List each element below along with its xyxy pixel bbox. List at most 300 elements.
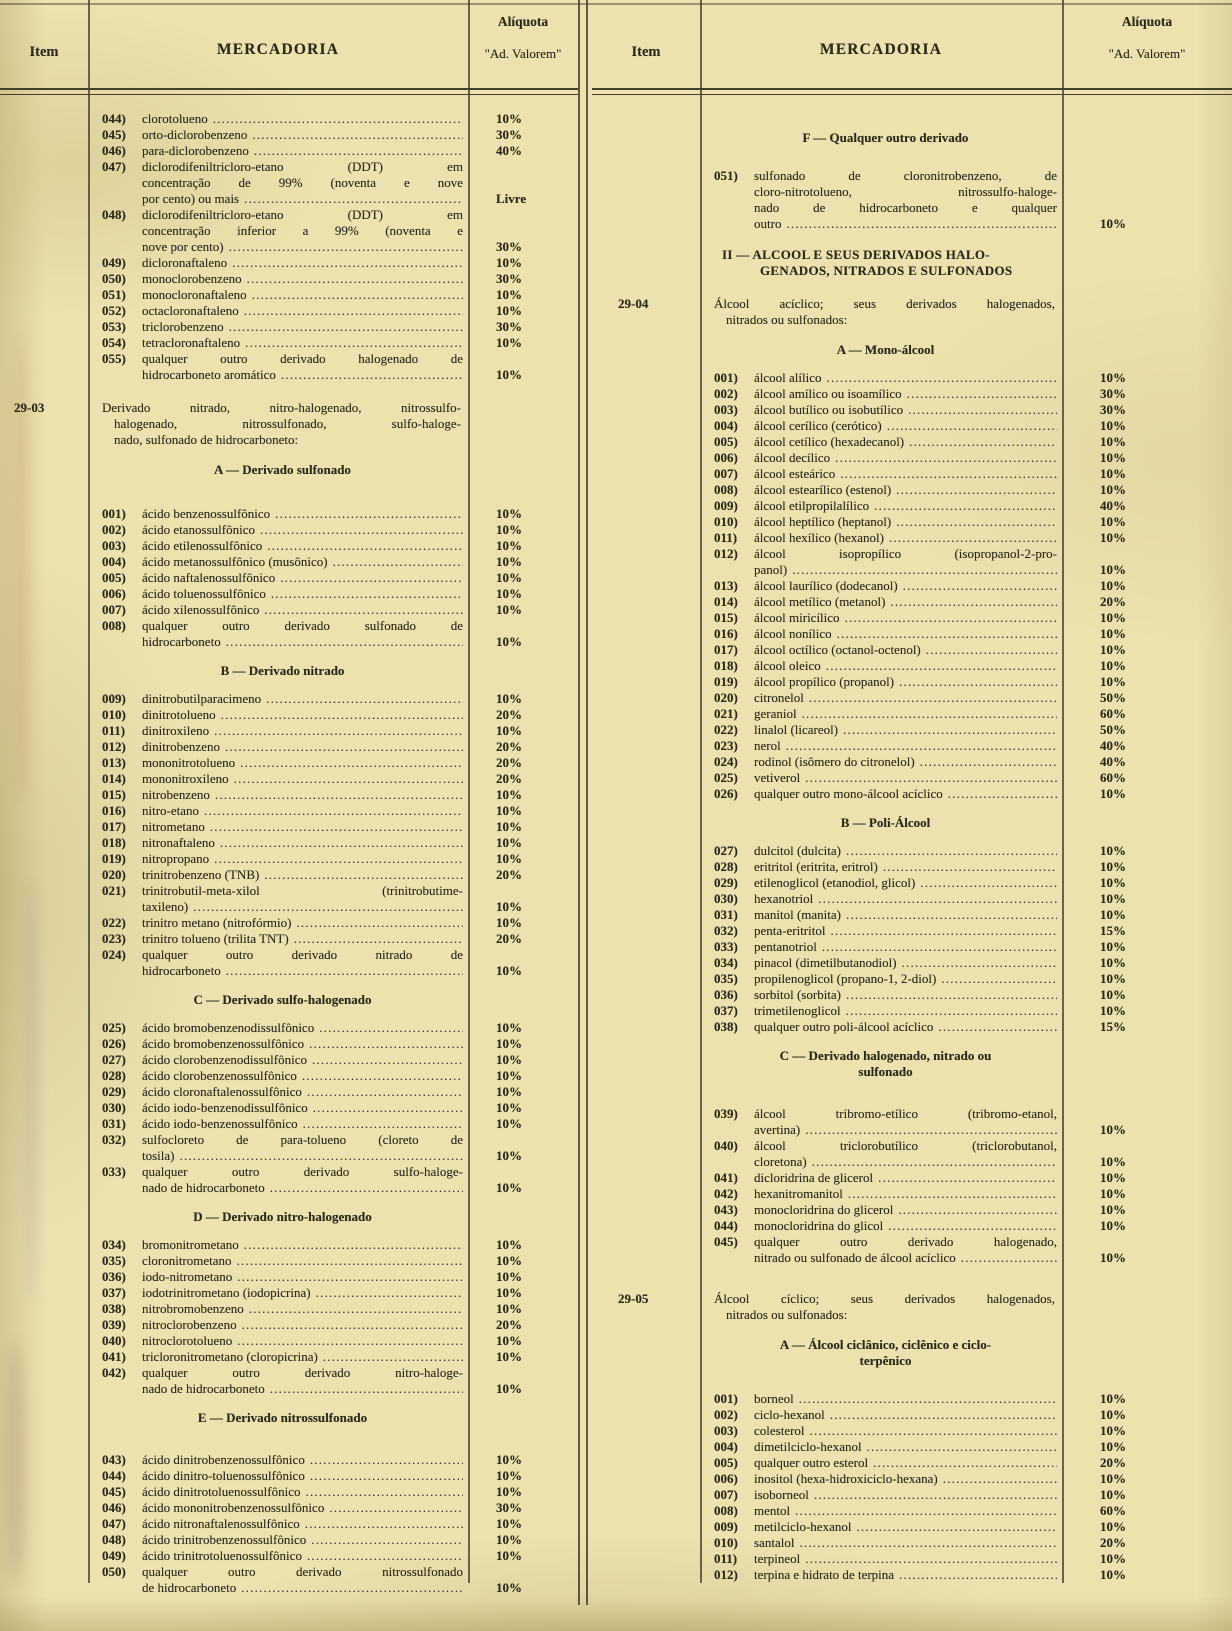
item-code-cell — [0, 787, 88, 803]
description-cell — [88, 851, 468, 867]
item-code-cell — [592, 434, 700, 450]
rate-value: 10% — [1100, 1519, 1126, 1534]
entry-line — [714, 1487, 1057, 1503]
dot-leader — [247, 271, 463, 287]
table-row — [0, 255, 578, 271]
rate-value: 10% — [1100, 1122, 1126, 1137]
entry-text: bromonitrometano — [142, 1237, 239, 1252]
entry-text: por cento) ou mais — [142, 191, 240, 206]
dot-leader — [837, 626, 1057, 642]
rate-value: 60% — [1100, 706, 1126, 721]
entry-line — [714, 594, 1057, 610]
description-cell — [88, 707, 468, 723]
entry-text: qualquer outro poli-álcool acíclico — [754, 1019, 934, 1034]
entry-number: 036) — [714, 987, 738, 1002]
chapter-code: 29-03 — [14, 400, 45, 415]
entry-number: 047) — [102, 1516, 126, 1531]
rate-cell — [468, 1365, 578, 1397]
rate-value: 10% — [496, 303, 522, 318]
rate-value: 10% — [1100, 482, 1126, 497]
entry-number — [102, 899, 142, 915]
rate-value: 10% — [496, 819, 522, 834]
dot-leader — [795, 1503, 1057, 1519]
group-heading-row — [592, 247, 1232, 279]
entry-number: 051) — [714, 168, 738, 183]
table-row — [0, 707, 578, 723]
dot-leader — [294, 931, 463, 947]
column-rule-item-mercadoria — [88, 0, 90, 1583]
group-heading-text: GENADOS, NITRADOS E SULFONADOS — [760, 263, 1013, 278]
dot-leader — [214, 851, 463, 867]
entry-line — [714, 658, 1057, 674]
rate-cell — [1062, 434, 1232, 450]
entry-line — [102, 1333, 463, 1349]
item-code-cell — [592, 386, 700, 402]
rate-cell — [1062, 875, 1232, 891]
table-row — [592, 498, 1232, 514]
row-gap — [0, 1438, 578, 1452]
entry-line — [714, 184, 1057, 200]
rate-cell — [468, 755, 578, 771]
item-code-cell — [592, 1551, 700, 1567]
entry-text: trinitrobenzeno (TNB) — [142, 867, 260, 882]
rate-value: 10% — [496, 851, 522, 866]
subheading-text: D — Derivado nitro-halogenado — [193, 1209, 372, 1224]
item-code-cell — [0, 947, 88, 979]
item-code-cell — [592, 738, 700, 754]
entry-number: 046) — [102, 1500, 126, 1515]
entry-number: 048) — [102, 207, 126, 222]
entry-text: concentração de 99% (noventa e nove — [142, 175, 463, 190]
item-code-cell — [0, 303, 88, 319]
dot-leader — [896, 514, 1057, 530]
dot-leader — [260, 522, 463, 538]
subheading-row — [592, 130, 1232, 146]
rate-cell — [468, 1452, 578, 1468]
entry-line — [714, 859, 1057, 875]
description-cell — [88, 1285, 468, 1301]
entry-number: 050) — [102, 271, 126, 286]
table-row — [592, 642, 1232, 658]
table-row — [592, 1391, 1232, 1407]
table-row — [592, 530, 1232, 546]
entry-text: ácido iodo-benzenodissulfônico — [142, 1100, 308, 1115]
entry-line — [714, 642, 1057, 658]
description-cell — [700, 690, 1062, 706]
table-row — [0, 1532, 578, 1548]
rate-cell — [1062, 1337, 1232, 1369]
entry-line — [102, 963, 463, 979]
rate-value: 10% — [496, 1301, 522, 1316]
subheading-row — [592, 1337, 1232, 1369]
rate-cell — [1062, 594, 1232, 610]
entry-line — [102, 255, 463, 271]
entry-number: 026) — [714, 786, 738, 801]
rate-cell — [468, 351, 578, 383]
item-code-cell — [592, 610, 700, 626]
table-row — [0, 915, 578, 931]
entry-text: ácido iodo-benzenossulfônico — [142, 1116, 298, 1131]
rate-value: 10% — [1100, 1487, 1126, 1502]
entry-line — [714, 1234, 1057, 1250]
rate-value: Livre — [496, 191, 527, 206]
entry-line — [714, 1407, 1057, 1423]
entry-text: álcool alílico — [754, 370, 822, 385]
entry-text: cloretona) — [754, 1154, 807, 1169]
entry-text: ácido toluenossulfônico — [142, 586, 266, 601]
entry-number: 026) — [102, 1036, 126, 1051]
rate-cell — [468, 707, 578, 723]
entry-text: álcool heptílico (heptanol) — [754, 514, 892, 529]
entry-text: nove por cento) — [142, 239, 224, 254]
description-cell — [700, 1048, 1062, 1080]
entry-line — [102, 570, 463, 586]
description-cell — [700, 466, 1062, 482]
rate-cell — [1062, 1535, 1232, 1551]
entry-line — [714, 402, 1057, 418]
table-row — [0, 335, 578, 351]
entry-text: qualquer outro derivado nitrossulfonado — [142, 1564, 463, 1579]
rate-value: 10% — [1100, 418, 1126, 433]
entry-number: 012) — [714, 1567, 738, 1582]
entry-number: 038) — [102, 1301, 126, 1316]
rate-cell — [468, 287, 578, 303]
rate-cell — [468, 1333, 578, 1349]
description-cell — [88, 1484, 468, 1500]
item-code-cell — [592, 1503, 700, 1519]
rate-cell — [1062, 891, 1232, 907]
item-code-cell — [0, 570, 88, 586]
description-cell — [700, 923, 1062, 939]
entry-line — [102, 602, 463, 618]
rate-value: 20% — [496, 771, 522, 786]
item-code-cell — [0, 867, 88, 883]
dot-leader — [810, 1423, 1057, 1439]
rate-cell — [1062, 1019, 1232, 1035]
rate-cell — [468, 1237, 578, 1253]
entry-line — [714, 1202, 1057, 1218]
entry-text: qualquer outro derivado sulfonado de — [142, 618, 463, 633]
rate-value: 10% — [1100, 1471, 1126, 1486]
subheading-text: A — Derivado sulfonado — [214, 462, 351, 477]
section-text: Álcool acíclico; seus derivados halogenados, — [714, 296, 1055, 311]
table-row — [0, 1084, 578, 1100]
item-code-cell — [592, 1519, 700, 1535]
dot-leader — [310, 1452, 463, 1468]
description-cell — [700, 530, 1062, 546]
table-row — [0, 1301, 578, 1317]
item-code-cell — [0, 287, 88, 303]
center-divider-line — [578, 0, 580, 1605]
entry-line — [714, 216, 1057, 232]
entry-number: 007) — [102, 602, 126, 617]
table-row — [0, 771, 578, 787]
rate-value: 30% — [496, 239, 522, 254]
header-double-rule — [592, 88, 1232, 95]
item-code-cell — [592, 770, 700, 786]
entry-line — [102, 207, 463, 223]
description-cell — [88, 1500, 468, 1516]
entry-text: ciclo-hexanol — [754, 1407, 825, 1422]
rate-cell — [468, 400, 578, 448]
description-cell — [700, 1503, 1062, 1519]
entry-text: borneol — [754, 1391, 794, 1406]
description-cell — [700, 546, 1062, 578]
dot-leader — [835, 450, 1057, 466]
entry-text: sorbitol (sorbita) — [754, 987, 842, 1002]
rate-value: 10% — [496, 1452, 522, 1467]
dot-leader — [252, 287, 463, 303]
dot-leader — [938, 1019, 1057, 1035]
description-cell — [700, 843, 1062, 859]
entry-line — [102, 367, 463, 383]
rate-cell — [1062, 843, 1232, 859]
entry-text: hidrocarboneto — [142, 634, 221, 649]
description-cell — [88, 159, 468, 207]
entry-number — [102, 1148, 142, 1164]
item-code-cell — [592, 482, 700, 498]
entry-line — [102, 1180, 463, 1196]
entry-number: 044) — [102, 111, 126, 126]
dot-leader — [943, 1471, 1057, 1487]
entry-text: nitroclorobenzeno — [142, 1317, 237, 1332]
entry-number — [102, 175, 142, 191]
entry-number: 002) — [714, 386, 738, 401]
entry-line — [714, 1003, 1057, 1019]
rate-value: 10% — [496, 1116, 522, 1131]
description-cell — [88, 803, 468, 819]
entry-number: 024) — [102, 947, 126, 962]
entry-number: 045) — [102, 127, 126, 142]
description-cell — [88, 1564, 468, 1596]
entry-text: ácido trinitrobenzenossulfônico — [142, 1532, 307, 1547]
entry-line — [102, 1237, 463, 1253]
description-cell — [88, 1052, 468, 1068]
rate-cell — [468, 1484, 578, 1500]
item-code-cell — [592, 1234, 700, 1266]
entry-line — [102, 899, 463, 915]
entry-line — [102, 1068, 463, 1084]
item-code-cell — [0, 992, 88, 1008]
description-cell — [700, 786, 1062, 802]
entry-number: 010) — [102, 707, 126, 722]
entry-text: dinitroxileno — [142, 723, 210, 738]
description-cell — [700, 1439, 1062, 1455]
item-code-cell — [592, 815, 700, 831]
item-code-cell — [0, 1164, 88, 1196]
entry-text: álcool oleico — [754, 658, 821, 673]
rate-cell — [468, 143, 578, 159]
entry-text: para-diclorobenzeno — [142, 143, 249, 158]
rate-value: 10% — [496, 1180, 522, 1195]
description-cell — [700, 247, 1062, 279]
entry-line — [102, 1116, 463, 1132]
dot-leader — [786, 216, 1057, 232]
rate-cell — [1062, 1291, 1232, 1323]
rate-cell — [1062, 247, 1232, 279]
rate-cell — [1062, 658, 1232, 674]
entry-line — [714, 530, 1057, 546]
entry-text: dicloronaftaleno — [142, 255, 228, 270]
dot-leader — [267, 538, 463, 554]
entry-line — [102, 522, 463, 538]
table-row — [592, 1551, 1232, 1567]
table-row — [0, 1452, 578, 1468]
entry-text: hidrocarboneto aromático — [142, 367, 276, 382]
item-code-cell — [0, 1020, 88, 1036]
rate-cell — [468, 255, 578, 271]
item-code-cell — [592, 450, 700, 466]
dot-leader — [846, 1003, 1057, 1019]
entry-line — [714, 1423, 1057, 1439]
description-cell — [88, 1084, 468, 1100]
entry-text: qualquer outro esterol — [754, 1455, 869, 1470]
subheading-row — [0, 462, 578, 478]
table-row — [592, 859, 1232, 875]
table-row — [592, 450, 1232, 466]
description-cell — [700, 514, 1062, 530]
item-code-cell — [0, 1116, 88, 1132]
rate-cell — [1062, 971, 1232, 987]
rate-cell — [468, 931, 578, 947]
entry-number: 005) — [714, 434, 738, 449]
item-code-cell — [592, 498, 700, 514]
entry-number: 029) — [102, 1084, 126, 1099]
description-cell — [700, 939, 1062, 955]
rate-value: 20% — [1100, 1455, 1126, 1470]
entry-text: de hidrocarboneto — [142, 1580, 237, 1595]
entry-number: 005) — [102, 570, 126, 585]
item-code-cell — [0, 1349, 88, 1365]
entry-text: trimetilenoglicol — [754, 1003, 841, 1018]
rate-value: 10% — [1100, 626, 1126, 641]
item-code-cell — [0, 1036, 88, 1052]
rate-cell — [1062, 482, 1232, 498]
entry-number: 035) — [102, 1253, 126, 1268]
rate-value: 10% — [496, 915, 522, 930]
table-row — [592, 1202, 1232, 1218]
entry-line — [102, 1148, 463, 1164]
rate-value: 30% — [496, 1500, 522, 1515]
rate-cell — [1062, 859, 1232, 875]
entry-text: sulfonado de cloronitrobenzeno, de — [754, 168, 1057, 183]
item-code-cell — [592, 168, 700, 232]
dot-leader — [204, 803, 463, 819]
entry-text: álcool cerílico (cerótico) — [754, 418, 882, 433]
entry-text: pinacol (dimetilbutanodiol) — [754, 955, 897, 970]
rate-cell — [1062, 955, 1232, 971]
description-cell — [700, 626, 1062, 642]
subheading-row — [0, 663, 578, 679]
rate-value: 10% — [1100, 1003, 1126, 1018]
header-aliquota-line2: "Ad. Valorem" — [484, 46, 562, 61]
entry-number: 001) — [102, 506, 126, 521]
rate-cell — [468, 462, 578, 478]
table-row — [0, 1365, 578, 1397]
entry-text: pentanotriol — [754, 939, 817, 954]
description-cell — [700, 1019, 1062, 1035]
description-cell — [700, 891, 1062, 907]
entry-line — [102, 915, 463, 931]
entry-line — [714, 1439, 1057, 1455]
entry-line — [714, 1170, 1057, 1186]
entry-text: ácido xilenossulfônico — [142, 602, 260, 617]
rate-value: 10% — [1100, 450, 1126, 465]
entry-line — [102, 1500, 463, 1516]
rate-value: 40% — [1100, 738, 1126, 753]
rate-value: 10% — [496, 1333, 522, 1348]
entry-number — [102, 1580, 142, 1596]
item-code-cell — [0, 1052, 88, 1068]
rate-cell — [468, 1253, 578, 1269]
item-code-cell — [0, 1317, 88, 1333]
entry-line — [102, 127, 463, 143]
description-cell — [88, 1365, 468, 1397]
entry-text: tricloronitrometano (cloropicrina) — [142, 1349, 318, 1364]
table-row — [0, 1100, 578, 1116]
entry-line — [714, 546, 1057, 562]
dot-leader — [213, 111, 463, 127]
entry-line — [102, 351, 463, 367]
entry-number: 001) — [714, 1391, 738, 1406]
description-cell — [700, 1291, 1062, 1323]
dot-leader — [786, 738, 1057, 754]
description-cell — [88, 1253, 468, 1269]
entry-number: 030) — [714, 891, 738, 906]
entry-text: diclorodifeniltricloro-etano (DDT) em — [142, 159, 463, 174]
dot-leader — [215, 787, 463, 803]
description-cell — [88, 915, 468, 931]
item-code-cell — [0, 1301, 88, 1317]
rate-value: 20% — [496, 1317, 522, 1332]
header-item: Item — [631, 43, 661, 60]
rate-cell — [468, 1564, 578, 1596]
rate-cell — [1062, 1503, 1232, 1519]
entry-number: 049) — [102, 255, 126, 270]
item-code-cell — [0, 400, 88, 448]
section-text: nitrados ou sulfonados: — [726, 1307, 848, 1322]
table-row — [592, 674, 1232, 690]
subheading-text: sulfonado — [858, 1064, 913, 1079]
entry-number: 036) — [102, 1269, 126, 1284]
rate-cell — [468, 787, 578, 803]
group-heading-text: II — ALCOOL E SEUS DERIVADOS HALO- — [722, 247, 990, 262]
entry-line — [714, 200, 1057, 216]
dot-leader — [826, 658, 1057, 674]
item-code-cell — [592, 1202, 700, 1218]
section-text: nado, sulfonado de hidrocarboneto: — [114, 432, 299, 447]
entry-line — [714, 1218, 1057, 1234]
dot-leader — [903, 578, 1057, 594]
entry-line — [714, 1019, 1057, 1035]
dot-leader — [305, 1516, 463, 1532]
dot-leader — [316, 1285, 463, 1301]
entry-text: santalol — [754, 1535, 795, 1550]
entry-number: 019) — [714, 674, 738, 689]
header-aliquota-line1: Alíquota — [497, 14, 549, 29]
entry-text: álcool propílico (propanol) — [754, 674, 895, 689]
entry-line — [714, 1455, 1057, 1471]
rate-cell — [468, 819, 578, 835]
table-row — [592, 955, 1232, 971]
entry-number: 032) — [102, 1132, 126, 1147]
rate-cell — [1062, 578, 1232, 594]
rate-cell — [1062, 1439, 1232, 1455]
rate-value: 10% — [496, 1237, 522, 1252]
description-cell — [700, 594, 1062, 610]
item-code-cell — [592, 1003, 700, 1019]
rate-value: 10% — [496, 691, 522, 706]
